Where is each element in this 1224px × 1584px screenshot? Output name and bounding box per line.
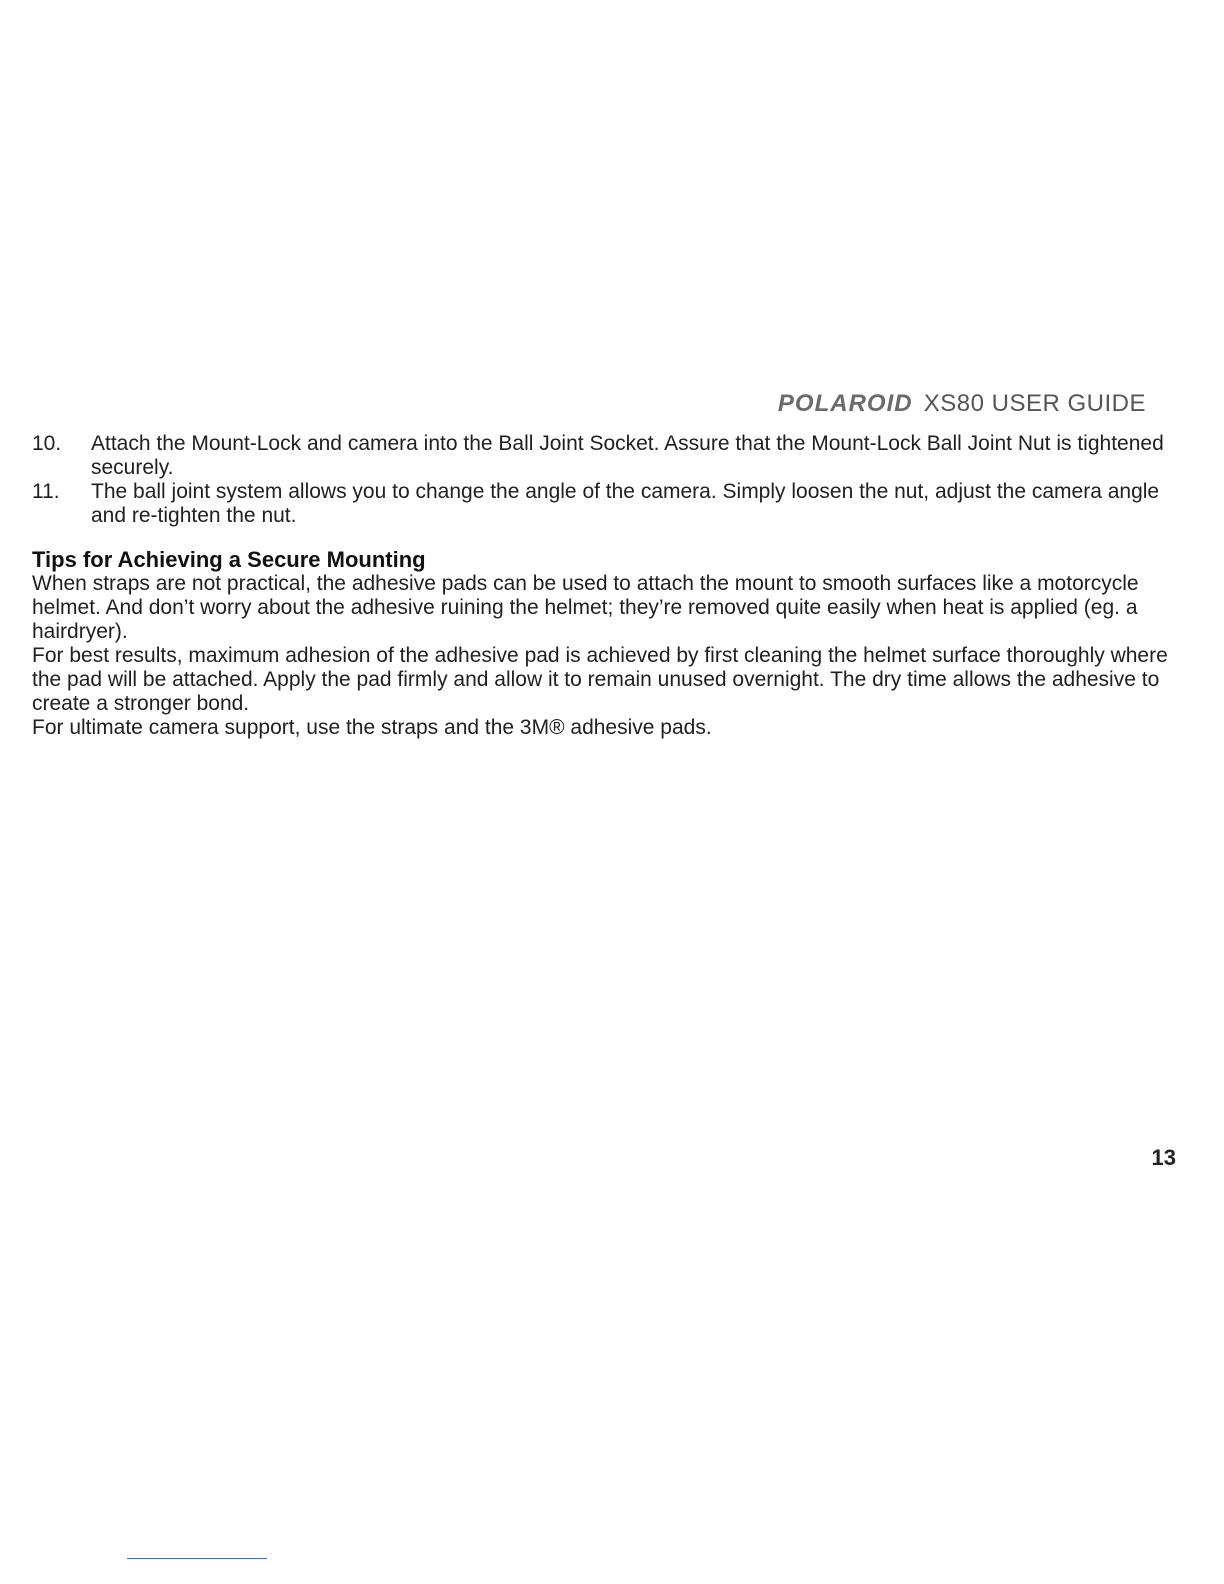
footer-divider (127, 1558, 267, 1559)
paragraph: For best results, maximum adhesion of the adhesive pad is achieved by first cleaning the helmet surface thoroughly where the pad will be attached. Apply the pad firmly and allow it to remain unused overnight. The dry time allows the adhesive to create a stronger bond. (32, 644, 1168, 715)
step-number: 10. (32, 432, 62, 455)
guide-title: XS80 USER GUIDE (923, 390, 1146, 417)
section-heading: Tips for Achieving a Secure Mounting (32, 547, 426, 572)
brand-logo-text: POLAROID (777, 390, 913, 417)
paragraph: For ultimate camera support, use the straps and the 3M® adhesive pads. (32, 716, 712, 739)
page-number: 13 (1151, 1145, 1176, 1170)
step-item (32, 432, 1182, 480)
page-content (32, 432, 1182, 740)
step-text: Attach the Mount-Lock and camera into the Ball Joint Socket. Assure that the Mount-Lock Ball Joint Nut is tightened securely. (91, 432, 1164, 479)
step-text: The ball joint system allows you to change the angle of the camera. Simply loosen the nut, adjust the camera angle and re-tighten the nut. (91, 480, 1160, 527)
step-number: 11. (32, 480, 60, 503)
step-item (32, 480, 1182, 528)
page-header (778, 390, 1146, 418)
paragraph: When straps are not practical, the adhesive pads can be used to attach the mount to smooth surfaces like a motorcycle helmet. And don’t worry about the adhesive ruining the helmet; they’re removed quite easily when heat is applied (eg. a hairdryer). (32, 572, 1139, 643)
